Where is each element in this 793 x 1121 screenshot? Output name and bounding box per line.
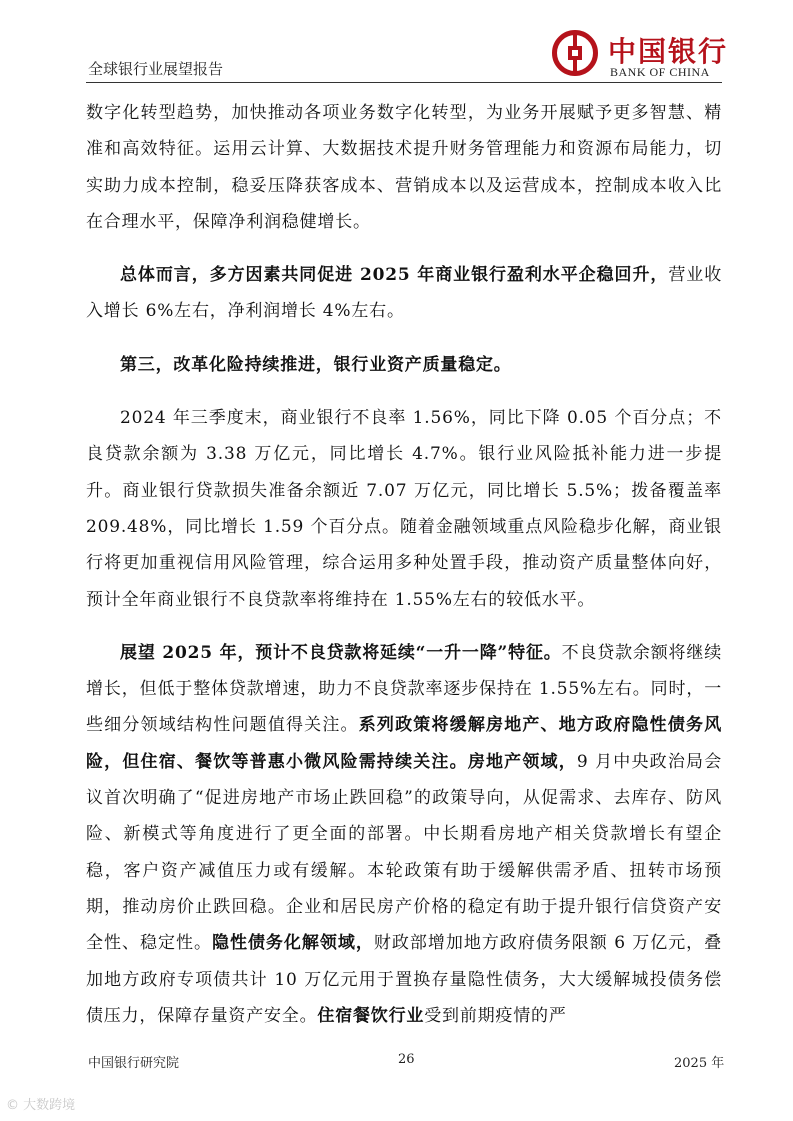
text-run: 营业收入增长 6%左右，净利润增长 4%左右。 (86, 265, 722, 322)
text-run: 2024 年三季度末，商业银行不良率 1.56%，同比下降 0.05 个百分点；不良贷款余额为 3.38 万亿元，同比增长 4.7%。银行业风险抵补能力进一步提升。商业银行贷款损失准备余额近 7.07 万亿元，同比增长 5.5%；拨备覆盖率 209.48%，同比增长 1.59 个百分点。随着金融领域重点风险稳步化解，商业银行将更加重视信用风险管理，综合运用多种处置手段，推动资产质量整体向好，预计全年商业银行不良贷款率将维持在 1.55%左右的较低水平。 (86, 408, 722, 610)
text-run: 数字化转型趋势，加快推动各项业务数字化转型，为业务开展赋予更多智慧、精准和高效特征。运用云计算、大数据技术提升财务管理能力和资源布局能力，切实助力成本控制，稳妥压降获客成本、营销成本以及运营成本，控制成本收入比在合理水平，保障净利润稳健增长。 (86, 103, 722, 232)
paragraph-4 (86, 635, 722, 1034)
paragraph-3 (86, 400, 722, 618)
paragraph-2 (86, 257, 722, 330)
header-divider (86, 82, 722, 83)
bold-run: 第三，改革化险持续推进，银行业资产质量稳定。 (120, 354, 512, 375)
logo-chinese-name: 中国银行 (608, 35, 729, 68)
text-run: 财政部增加地方政府债务限额 6 万亿元，叠加地方政府专项债共计 10 万亿元用于置换存量隐性债务，大大缓解城投债务偿债压力，保障存量资产安全。 (86, 933, 722, 1026)
text-run: 9 月中央政治局会议首次明确了“促进房地产市场止跌回稳”的政策导向，从促需求、去库存、防风险、新模式等角度进行了更全面的部署。中长期看房地产相关贷款增长有望企稳，客户资产减值压力或有缓解。本轮政策有助于缓解供需矛盾、扭转市场预期，推动房价止跌回稳。企业和居民房产价格的稳定有助于提升银行信贷资产安全性、稳定性。 (86, 751, 722, 954)
text-run: 受到前期疫情的严 (424, 1005, 567, 1026)
watermark: © 大数跨境 (6, 1098, 76, 1113)
bold-run: 展望 2025 年，预计不良贷款将延续“一升一降”特征。 (120, 642, 562, 663)
footer-year: 2025 年 (674, 1056, 725, 1071)
paragraph-1 (86, 95, 722, 240)
footer-institution: 中国银行研究院 (88, 1056, 180, 1071)
text-run: 不良贷款余额将继续增长，但低于整体贷款增速，助力不良贷款率逐步保持在 1.55%左右。同时，一些细分领域结构性问题值得关注。 (86, 642, 722, 736)
bold-run: 住宿餐饮行业 (317, 1005, 425, 1026)
bank-of-china-emblem-icon (552, 30, 598, 76)
bold-run: 隐性债务化解领域， (211, 933, 374, 954)
bold-run: 房地产领域， (467, 751, 577, 772)
section-heading (86, 347, 722, 383)
report-title: 全球银行业展望报告 (88, 60, 224, 78)
logo-english-name: BANK OF CHINA (610, 65, 710, 79)
bank-logo (552, 30, 729, 82)
bold-run: 系列政策将缓解房地产、地方政府隐性债务风险，但住宿、餐饮等普惠小微风险需持续关注。 (86, 715, 722, 772)
body-content (86, 95, 722, 1034)
bold-run: 总体而言，多方因素共同促进 2025 年商业银行盈利水平企稳回升， (120, 265, 669, 286)
page-number: 26 (398, 1052, 415, 1067)
